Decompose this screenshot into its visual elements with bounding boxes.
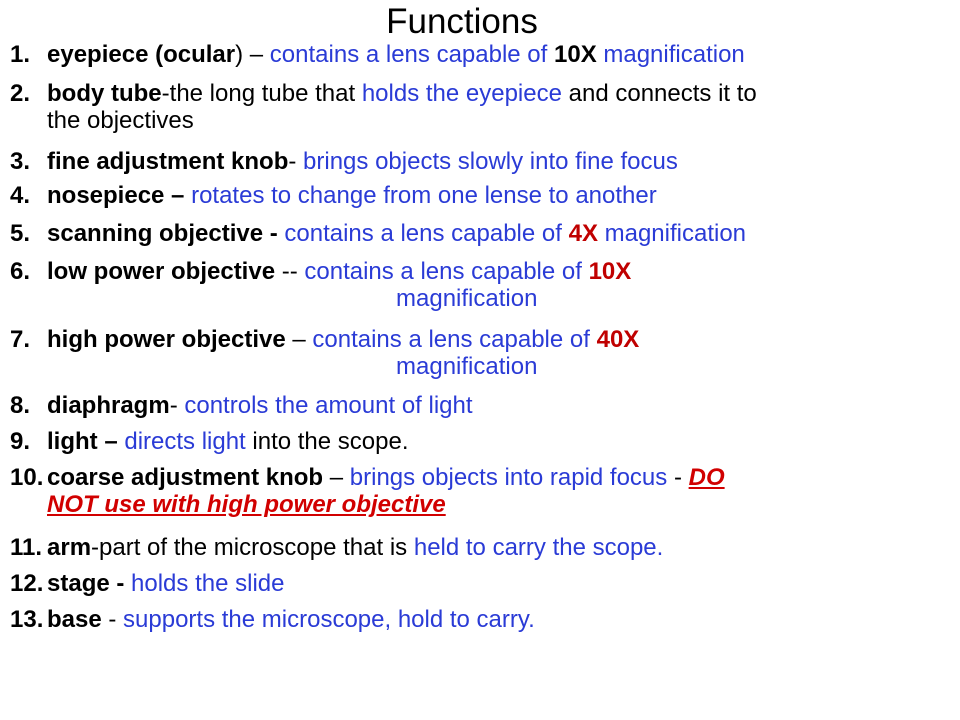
item-number: 5.: [10, 220, 31, 247]
item-term: diaphragm: [47, 392, 170, 419]
item-number: 10.: [10, 464, 44, 491]
item-segment: -the long tube that: [161, 80, 362, 107]
item-segment: contains a lens capable of: [284, 220, 569, 247]
item-segment: --: [275, 258, 305, 285]
item-segment: -: [169, 392, 185, 419]
item-text: [47, 41, 947, 68]
item-line: [47, 148, 947, 175]
item-line: [47, 107, 947, 134]
item-line: [47, 428, 947, 455]
item-warning: DO: [688, 464, 725, 491]
item-segment: into the scope.: [245, 428, 409, 455]
item-number: 2.: [10, 80, 31, 107]
item-segment: 4X: [568, 220, 598, 247]
item-line: [47, 41, 947, 68]
item-segment: -part of the microscope that is: [91, 534, 414, 561]
item-line: [47, 606, 947, 633]
item-term: low power objective: [47, 258, 276, 285]
item-line: [47, 464, 947, 491]
item-text: [47, 534, 947, 561]
item-segment: -: [288, 148, 304, 175]
item-line: [47, 392, 947, 419]
item-term: fine adjustment knob: [47, 148, 289, 175]
item-segment: magnification: [396, 353, 538, 380]
item-line: [47, 491, 947, 518]
item-segment: brings objects slowly into fine focus: [303, 148, 678, 175]
item-segment: held to carry the scope.: [413, 534, 664, 561]
item-line: [47, 326, 947, 353]
item-line: [47, 285, 947, 312]
item-number: 6.: [10, 258, 31, 285]
item-segment: contains a lens capable of: [269, 41, 554, 68]
item-text: [47, 80, 947, 134]
item-line: [47, 353, 947, 380]
item-segment: the objectives: [47, 107, 194, 134]
item-number: 11.: [10, 534, 43, 561]
item-number: 12.: [10, 570, 44, 597]
item-line: [47, 570, 947, 597]
item-number: 8.: [10, 392, 31, 419]
item-number: 7.: [10, 326, 31, 353]
item-segment: magnification: [597, 220, 747, 247]
item-term: stage -: [47, 570, 132, 597]
item-segment: controls the amount of light: [184, 392, 473, 419]
item-segment: supports the microscope, hold to carry.: [123, 606, 535, 633]
item-term: base: [47, 606, 102, 633]
item-term: 10X: [554, 41, 597, 68]
item-segment: -: [667, 464, 689, 491]
item-line: [47, 534, 947, 561]
item-warning: NOT use with high power objective: [47, 491, 446, 518]
item-segment: 40X: [596, 326, 640, 353]
item-segment: contains a lens capable of: [312, 326, 597, 353]
slide-title: Functions: [386, 2, 538, 41]
item-segment: magnification: [396, 285, 538, 312]
item-segment: magnification: [596, 41, 745, 68]
item-number: 3.: [10, 148, 31, 175]
item-text: [47, 392, 947, 419]
item-segment: holds the eyepiece: [361, 80, 562, 107]
item-number: 9.: [10, 428, 31, 455]
item-text: [47, 428, 947, 455]
item-segment: ) –: [235, 41, 270, 68]
item-term: high power objective: [47, 326, 286, 353]
item-segment: 10X: [588, 258, 632, 285]
item-segment: –: [285, 326, 313, 353]
item-number: 4.: [10, 182, 31, 209]
item-term: coarse adjustment knob: [47, 464, 324, 491]
item-line: [47, 80, 947, 107]
item-line: [47, 182, 947, 209]
item-segment: rotates to change from one lense to another: [191, 182, 657, 209]
item-term: light –: [47, 428, 125, 455]
item-line: [47, 258, 947, 285]
item-text: [47, 570, 947, 597]
item-segment: brings objects into rapid focus: [349, 464, 668, 491]
item-text: [47, 220, 947, 247]
item-text: [47, 464, 947, 518]
item-text: [47, 148, 947, 175]
item-segment: -: [101, 606, 124, 633]
item-segment: and connects it to: [561, 80, 757, 107]
item-number: 13.: [10, 606, 44, 633]
item-text: [47, 258, 947, 312]
item-term: scanning objective -: [47, 220, 285, 247]
item-text: [47, 606, 947, 633]
item-line: [47, 220, 947, 247]
item-text: [47, 326, 947, 380]
item-segment: contains a lens capable of: [304, 258, 589, 285]
item-text: [47, 182, 947, 209]
item-term: arm: [47, 534, 92, 561]
item-term: nosepiece –: [47, 182, 192, 209]
item-segment: holds the slide: [131, 570, 285, 597]
item-number: 1.: [10, 41, 31, 68]
item-term: body tube: [47, 80, 162, 107]
item-term: eyepiece (ocular: [47, 41, 236, 68]
item-segment: –: [323, 464, 350, 491]
item-segment: directs light: [124, 428, 246, 455]
